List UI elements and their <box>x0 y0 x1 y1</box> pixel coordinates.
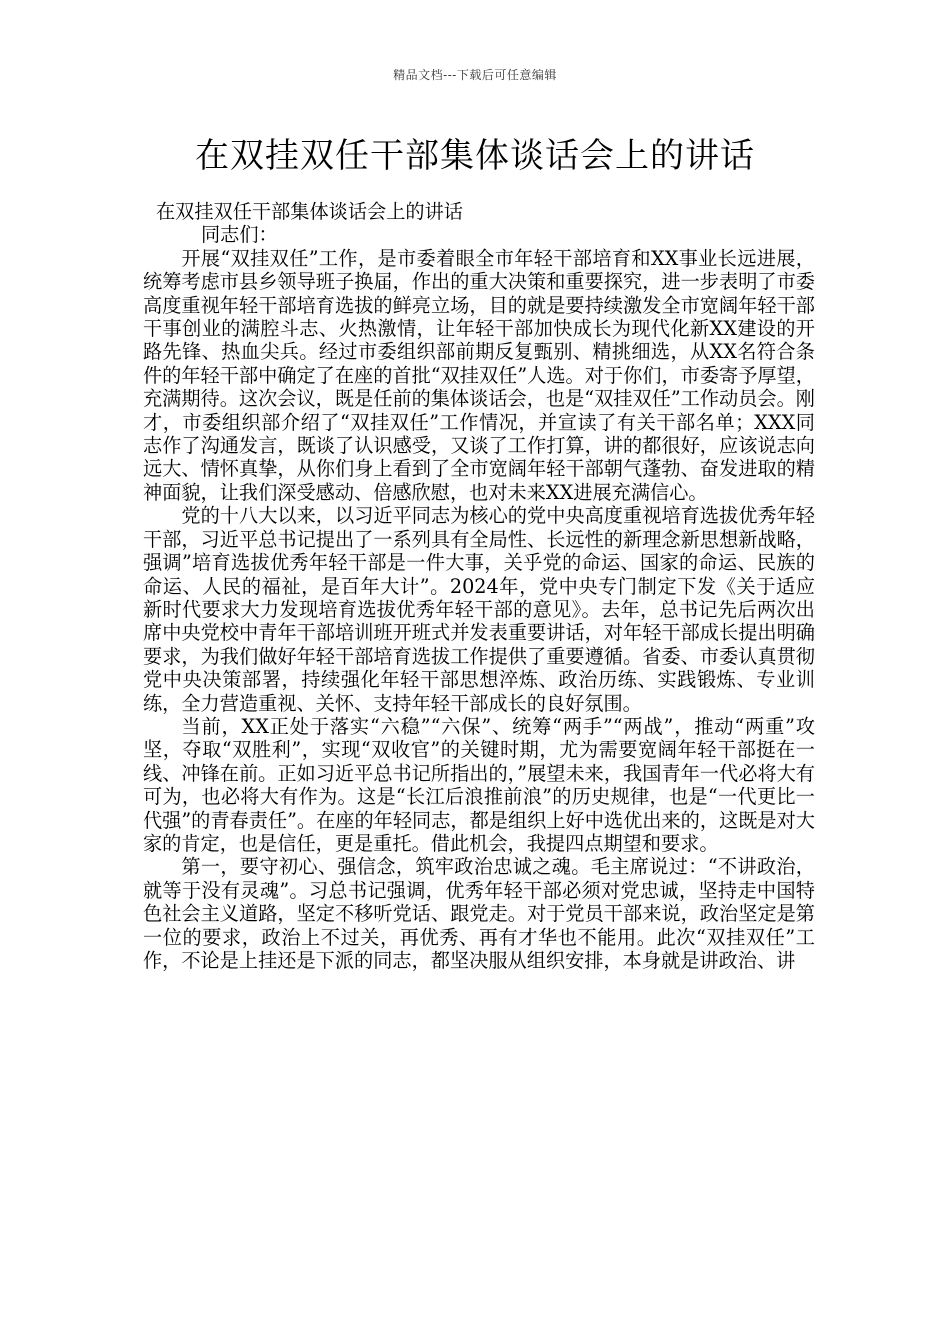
document-title: 在双挂双任干部集体谈话会上的讲话 <box>195 136 755 176</box>
header-note: 精品文档---下载后可任意编辑 <box>393 68 557 82</box>
document-body <box>143 200 815 972</box>
salutation: 同志们： <box>201 223 278 247</box>
paragraph: 开展“双挂双任”工作，是市委着眼全市年轻干部培育和XX事业长远进展，统筹考虑市县乡领导班子换届，作出的重大决策和重要探究，进一步表明了市委高度重视年轻干部培育选拔的鲜亮立场，目的就是要持续激发全市宽阔年轻干部干事创业的满腔斗志、火热激情，让年轻干部加快成长为现代化新XX建设的开路先锋、热血尖兵。经过市委组织部前期反复甄别、精挑细选，从XX名符合条件的年轻干部中确定了在座的首批“双挂双任”人选。对于你们，市委寄予厚望，充满期待。这次会议，既是任前的集体谈话会，也是“双挂双任”工作动员会。刚才，市委组织部介绍了“双挂双任”工作情况，并宣读了有关干部名单；XXX同志作了沟通发言，既谈了认识感受，又谈了工作打算，讲的都很好，应该说志向远大、情怀真挚，从你们身上看到了全市宽阔年轻干部朝气蓬勃、奋发进取的精神面貌，让我们深受感动、倍感欣慰，也对未来XX进展充满信心。 <box>143 246 815 504</box>
paragraph: 党的十八大以来，以习近平同志为核心的党中央高度重视培育选拔优秀年轻干部，习近平总书记提出了一系列具有全局性、长远性的新理念新思想新战略，强调”培育选拔优秀年轻干部是一件大事，关乎党的命运、国家的命运、民族的命运、人民的福祉，是百年大计”。2024年，党中央专门制定下发《关于适应新时代要求大力发现培育选拔优秀年轻干部的意见》。去年，总书记先后两次出席中央党校中青年干部培训班开班式并发表重要讲话，对年轻干部成长提出明确要求，为我们做好年轻干部培育选拔工作提供了重要遵循。省委、市委认真贯彻党中央决策部署，持续强化年轻干部思想淬炼、政治历练、实践锻炼、专业训练，全力营造重视、关怀、支持年轻干部成长的良好氛围。 <box>143 504 815 715</box>
paragraph: 第一，要守初心、强信念，筑牢政治忠诚之魂。毛主席说过：“不讲政治，就等于没有灵魂”。习总书记强调，优秀年轻干部必须对党忠诚，坚持走中国特色社会主义道路，坚定不移听党话、跟党走。对于党员干部来说，政治坚定是第一位的要求，政治上不过关，再优秀、再有才华也不能用。此次“双挂双任”工作，不论是上挂还是下派的同志，都坚决服从组织安排，本身就是讲政治、讲 <box>143 855 815 972</box>
paragraph: 当前，XX正处于落实“六稳”“六保”、统筹“两手”“两战”，推动“两重”攻坚，夺取“双胜利”，实现“双收官”的关键时期，尤为需要宽阔年轻干部挺在一线、冲锋在前。正如习近平总书记所指出的，”展望未来，我国青年一代必将大有可为，也必将大有作为。这是“长江后浪推前浪”的历史规律，也是“一代更比一代强”的青春责任”。在座的年轻同志，都是组织上好中选优出来的，这既是对大家的肯定，也是信任，更是重托。借此机会，我提四点期望和要求。 <box>143 714 815 855</box>
document-subtitle: 在双挂双任干部集体谈话会上的讲话 <box>156 200 463 223</box>
